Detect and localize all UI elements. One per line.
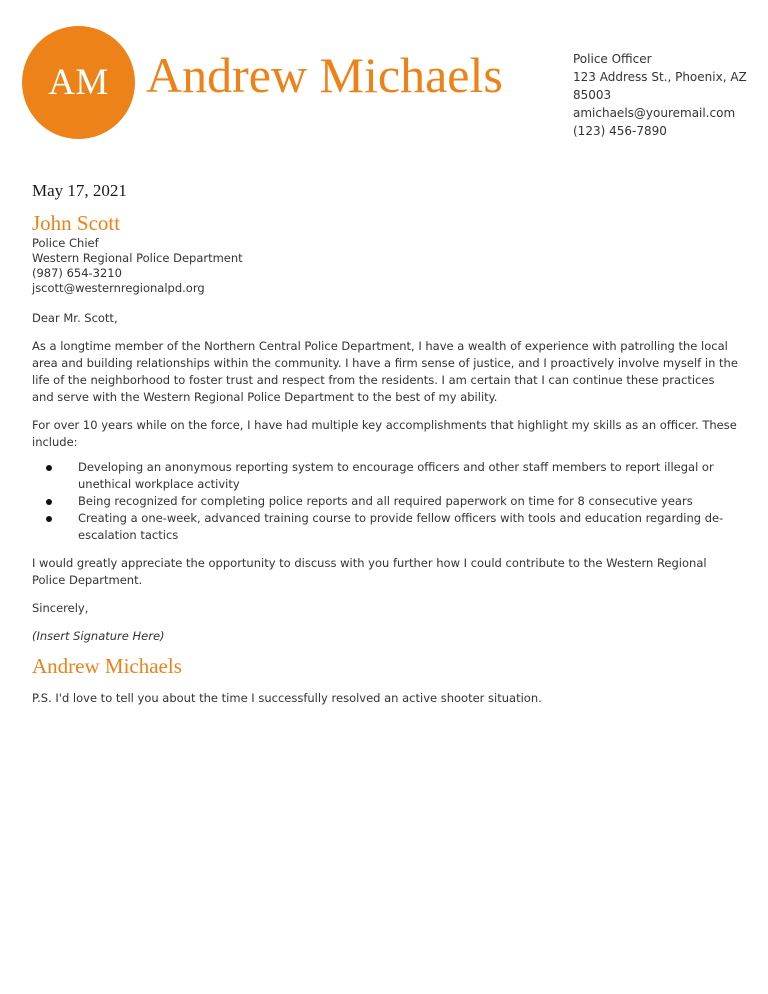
recipient-organization: Western Regional Police Department (32, 251, 243, 265)
letter-body (32, 180, 738, 707)
bullet-icon (46, 465, 52, 471)
accomplishments-list (32, 459, 738, 544)
list-item (32, 510, 738, 544)
recipient-email: jscott@westernregionalpd.org (32, 281, 205, 295)
recipient-phone: (987) 654-3210 (32, 266, 122, 280)
list-item (32, 459, 738, 493)
paragraph-accomplishments: For over 10 years while on the force, I have had multiple key accomplishments that highlight my skills as an officer. These include: (32, 418, 737, 449)
monogram-initials: AM (48, 62, 109, 103)
list-item-text: Creating a one-week, advanced training course to provide fellow officers with tools and education regarding de-escalation tactics (78, 511, 724, 542)
contact-address-line2: 85003 (573, 88, 612, 102)
contact-email: amichaels@youremail.com (573, 106, 736, 120)
paragraph-intro: As a longtime member of the Northern Central Police Department, I have a wealth of experience with patrolling the local area and building relationships within the community. I have a firm sense of justice, and I proactively involve myself in the life of the neighborhood to foster trust and respect from the residents. I am certain that I can continue these practices and serve with the Western Regional Police Department to the best of my ability. (32, 339, 738, 404)
list-item (32, 493, 738, 510)
recipient-details (32, 236, 738, 296)
list-item-text: Developing an anonymous reporting system to encourage officers and other staff members to report illegal or unethical workplace activity (78, 460, 714, 491)
contact-title: Police Officer (573, 52, 652, 66)
recipient-name: John Scott (32, 211, 121, 235)
contact-phone: (123) 456-7890 (573, 124, 667, 138)
applicant-name-heading: Andrew Michaels (146, 47, 503, 103)
bullet-icon (46, 516, 52, 522)
closing-word: Sincerely, (32, 601, 89, 615)
letter-date: May 17, 2021 (32, 181, 127, 200)
list-item-text: Being recognized for completing police reports and all required paperwork on time for 8 consecutive years (78, 494, 693, 508)
monogram-circle (22, 26, 135, 139)
paragraph-closing: I would greatly appreciate the opportunity to discuss with you further how I could contribute to the Western Regional Police Department. (32, 556, 707, 587)
signature-name: Andrew Michaels (32, 654, 182, 678)
recipient-title: Police Chief (32, 236, 99, 250)
contact-block (573, 50, 747, 140)
contact-address-line1: 123 Address St., Phoenix, AZ (573, 70, 747, 84)
salutation: Dear Mr. Scott, (32, 311, 118, 325)
signature-placeholder: (Insert Signature Here) (32, 629, 165, 643)
postscript: P.S. I'd love to tell you about the time I successfully resolved an active shooter situation. (32, 691, 542, 705)
bullet-icon (46, 499, 52, 505)
